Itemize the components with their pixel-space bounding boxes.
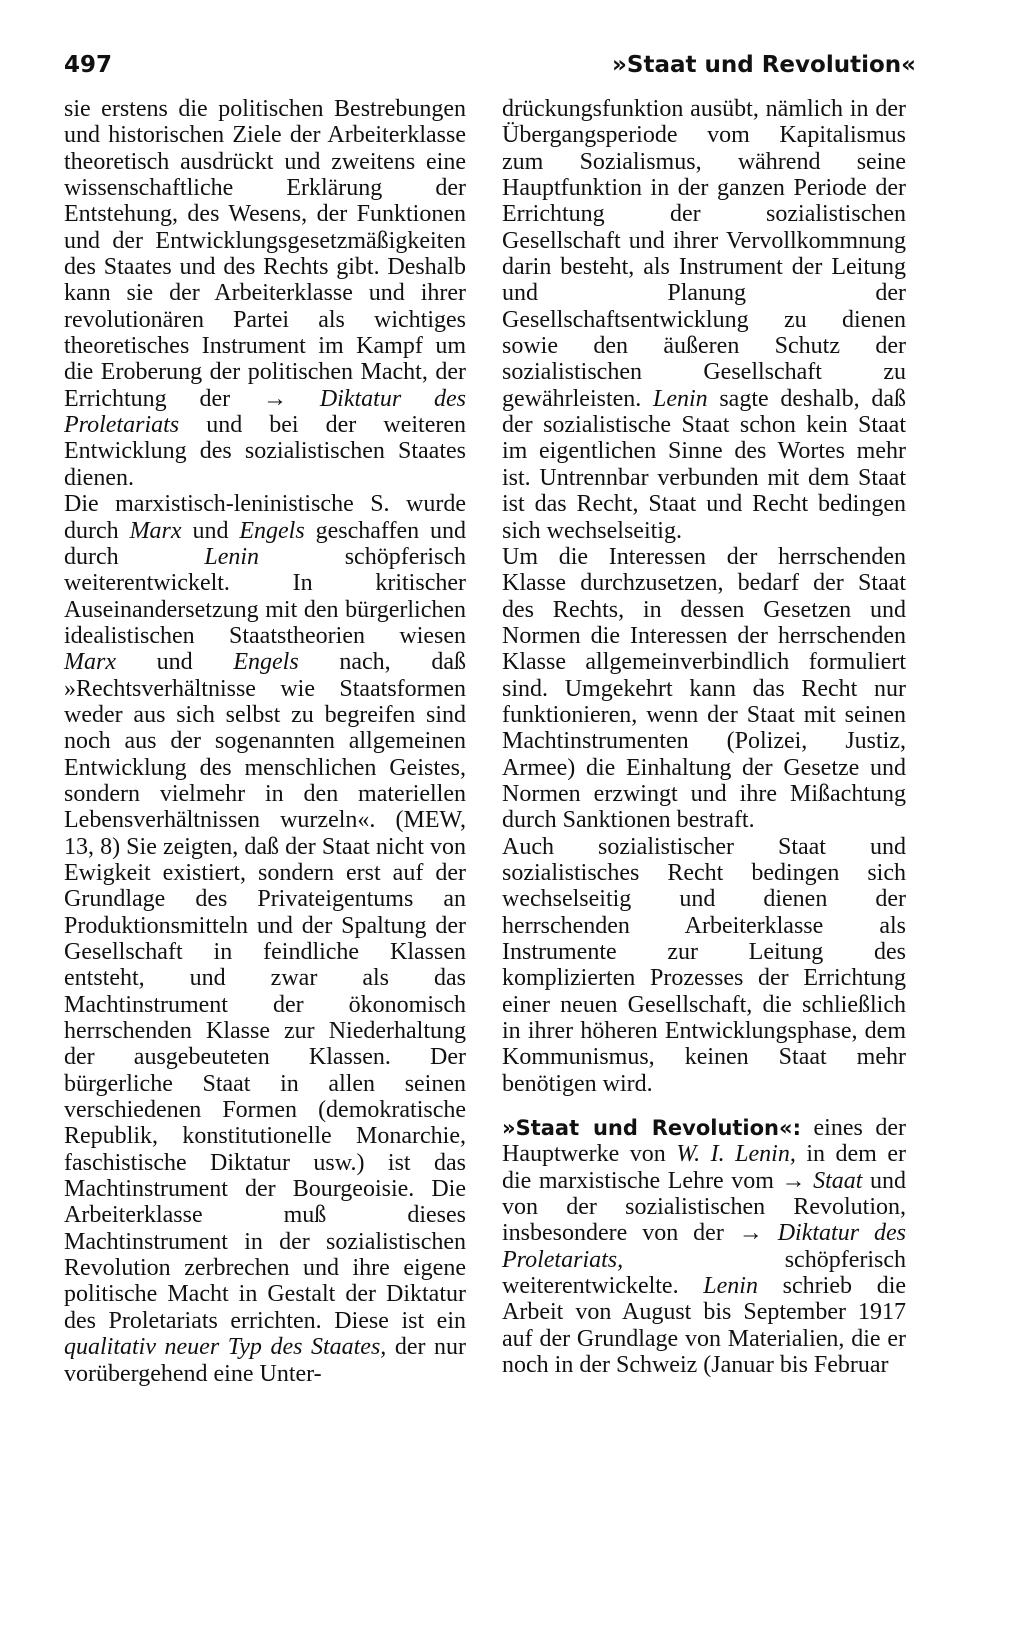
text-run: sie erstens die politischen Bestrebungen und historischen Ziele der Arbeiterklasse theoretisch ausdrückt und zweitens eine wissenschaftliche Erklärung der Entstehung, des Wesens, der Funktionen und der Entwicklungsgesetzmäßigkeiten des Staates und des Rechts gibt. Deshalb kann sie der Arbeiterklasse und ihrer revolutionären Partei als wichtiges theoretisches Instrument im Kampf um die Eroberung der politischen Macht, der Errichtung der → — [64, 96, 466, 412]
text-run: schöpferisch weiterentwickelt. In kritischer Auseinandersetzung mit den bürgerlichen idealistischen Staatstheorien wiesen — [64, 543, 466, 649]
text-run: schöpferisch weiterentwickelte. — [502, 1246, 906, 1300]
paragraph — [502, 544, 906, 834]
text-run: und bei der weiteren Entwicklung des sozialistischen Staates dienen. — [64, 412, 466, 491]
paragraph — [64, 491, 466, 1387]
entry-text — [502, 1115, 906, 1378]
text-run: schrieb die Arbeit von August bis September 1917 auf der Grundlage von Materialien, die er noch in der Schweiz (Januar bis Februar — [502, 1273, 907, 1379]
italic-text: Marx — [129, 517, 182, 544]
text-run: und — [115, 649, 234, 676]
paragraph — [64, 96, 466, 491]
text-run: drückungsfunktion ausübt, nämlich in der Übergangsperiode vom Kapitalismus zum Sozialismus, während seine Hauptfunktion in der ganzen Periode der Errichtung der sozialistischen Gesellschaft und ihrer Vervollkommnung darin besteht, als Instrument der Leitung und Planung der Gesellschaftsentwicklung zu dienen sowie den äußeren Schutz der sozialistischen Gesellschaft zu gewährleisten. — [502, 96, 906, 412]
text-run: sagte deshalb, daß der sozialistische Staat schon kein Staat im eigentlichen Sinne des Wortes mehr ist. Untrennbar verbunden mit dem Staat ist das Recht, Staat und Recht bedingen sich wechselseitig. — [502, 385, 906, 544]
text-run: der nur vorübergehend eine Unter- — [64, 1334, 466, 1387]
left-column — [64, 96, 466, 1387]
text-run: Auch sozialistischer Staat und sozialistisches Recht bedingen sich wechselseitig und dienen der herrschenden Arbeiterklasse als Instrumente zur Leitung des komplizierten Prozesses der Errichtung einer neuen Gesellschaft, die schließlich in ihrer höheren Entwicklungsphase, dem Kommunismus, keinen Staat mehr benötigen wird. — [502, 833, 906, 1097]
running-head: »Staat und Revolution« — [612, 52, 916, 78]
entry-lemma: »Staat und Revolution«: — [502, 1116, 801, 1141]
text-run: Um die Interessen der herrschenden Klasse durchzusetzen, bedarf der Staat des Rechts, in dessen Gesetzen und Normen die Interessen der herrschenden Klasse allgemeinverbindlich formuliert sind. Umgekehrt kann das Recht nur funktionieren, wenn der Staat mit seinen Machtinstrumenten (Polizei, Justiz, Armee) die Einhaltung der Gesetze und Normen erzwingt und ihre Mißachtung durch Sanktionen bestraft. — [502, 543, 906, 834]
italic-text: Lenin — [703, 1273, 758, 1300]
text-run: und von der sozialistischen Revolution, insbesondere von der → — [502, 1167, 907, 1247]
text-run: eines der Hauptwerke von — [502, 1115, 906, 1168]
dictionary-entry — [502, 1115, 906, 1378]
italic-text: Engels — [233, 649, 299, 676]
page-number: 497 — [64, 52, 113, 78]
italic-text: Lenin — [652, 385, 708, 412]
paragraph — [502, 96, 906, 544]
italic-text: Diktatur des Proletariats, — [502, 1220, 906, 1273]
text-run: geschaffen und durch — [64, 517, 466, 570]
italic-text: qualitativ neuer Typ des Staates, — [64, 1334, 387, 1361]
italic-text: Engels — [239, 517, 305, 544]
italic-text: W. I. Lenin, — [676, 1141, 796, 1168]
text-run: Die marxistisch-leninistische S. wurde durch — [64, 491, 466, 544]
right-column — [502, 96, 906, 1379]
italic-text: Marx — [64, 649, 116, 676]
text-run: und — [181, 517, 240, 544]
text-run: nach, daß »Rechtsverhältnisse wie Staatsformen weder aus sich selbst zu begreifen sind noch aus der sogenannten allgemeinen Entwicklung des menschlichen Geistes, sondern vielmehr in den materiellen Lebensverhältnissen wurzeln«. (MEW, 13, 8) Sie zeigten, daß der Staat nicht von Ewigkeit existiert, sondern erst auf der Grundlage des Privateigentums an Produktionsmitteln und der Spaltung der Gesellschaft in feindliche Klassen entsteht, und zwar als das Machtinstrument der ökonomisch herrschenden Klasse zur Niederhaltung der ausgebeuteten Klassen. Der bürgerliche Staat in allen seinen verschiedenen Formen (demokratische Republik, konstitutionelle Monarchie, faschistische Diktatur usw.) ist das Machtinstrument der Bourgeoisie. Die Arbeiterklasse muß dieses Machtinstrument in der sozialistischen Revolution zerbrechen und ihre eigene politische Macht in Gestalt der Diktatur des Proletariats errichten. Diese ist ein — [64, 649, 466, 1334]
italic-text: Staat — [813, 1167, 863, 1194]
page-header — [64, 48, 916, 82]
italic-text: Lenin — [204, 543, 260, 570]
italic-text: Diktatur des Proletariats — [64, 385, 466, 439]
paragraph — [502, 834, 906, 1097]
text-run: in dem er die marxistische Lehre vom → — [502, 1141, 907, 1194]
